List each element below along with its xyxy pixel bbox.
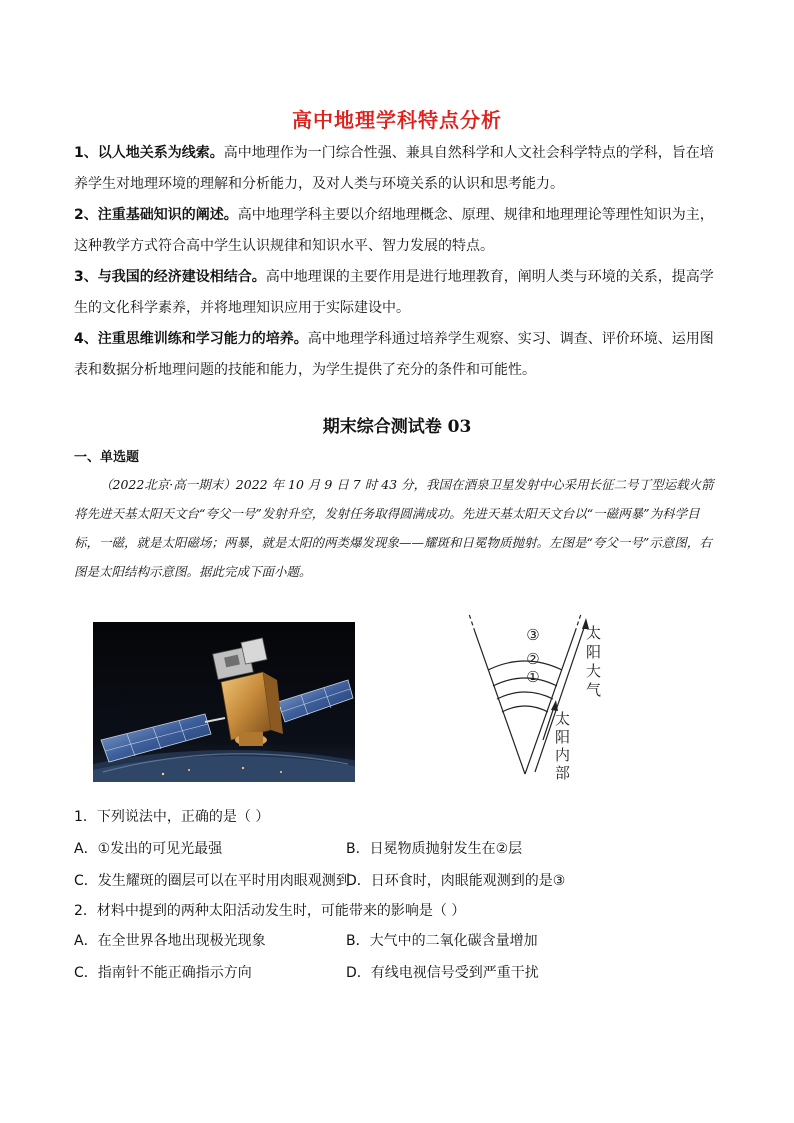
document-title: 高中地理学科特点分析 <box>292 108 502 132</box>
sun-structure-diagram <box>455 608 615 788</box>
question-1-option-d[interactable]: D．日环食时，肉眼能观测到的是③ <box>346 873 566 889</box>
question-2-option-b[interactable]: B．大气中的二氧化碳含量增加 <box>346 933 538 949</box>
exam-title: 期末综合测试卷 03 <box>322 417 472 437</box>
point-lead: 1、以人地关系为线索。 <box>74 145 224 161</box>
feature-point-1 <box>74 138 722 200</box>
layer-label-2: ② <box>526 650 540 668</box>
layer-label-3: ③ <box>526 626 540 644</box>
layer-label-1: ① <box>526 668 540 686</box>
point-lead: 4、注重思维训练和学习能力的培养。 <box>74 331 308 347</box>
point-lead: 2、注重基础知识的阐述。 <box>74 207 238 223</box>
question-1-option-c[interactable]: C．发生耀斑的圈层可以在平时用肉眼观测到 <box>74 873 350 889</box>
point-text: 高中地理学科主要以介绍地理概念、原理、规律和地理理论等理性知识为主，这种教学方式符合高中学生认识规律和知识水平、智力发展的特点。 <box>74 207 714 254</box>
question-material: （2022北京·高一期末）2022 年 10 月 9 日 7 时 43 分，我国在酒泉卫星发射中心采用长征二号丁型运载火箭将先进天基太阳天文台“夸父一号”发射升空，发射任务取得圆满成功。先进天基太阳天文台以“一磁两暴”为科学目标，一磁，就是太阳磁场；两暴，就是太阳的两类爆发现象——耀斑和日冕物质抛射。左图是“夸父一号”示意图，右图是太阳结构示意图。据此完成下面小题。 <box>74 477 714 579</box>
question-2-option-a[interactable]: A．在全世界各地出现极光现象 <box>74 933 266 949</box>
point-lead: 3、与我国的经济建设相结合。 <box>74 269 266 285</box>
question-2-option-c[interactable]: C．指南针不能正确指示方向 <box>74 965 252 981</box>
feature-point-2 <box>74 200 722 262</box>
feature-point-3 <box>74 262 722 324</box>
sun-atmosphere-label: 太阳大气 <box>586 624 602 699</box>
feature-point-4 <box>74 324 722 386</box>
question-1-option-a[interactable]: A．①发出的可见光最强 <box>74 841 223 857</box>
point-text: 高中地理课的主要作用是进行地理教育，阐明人类与环境的关系，提高学生的文化科学素养，并将地理知识应用于实际建设中。 <box>74 269 714 316</box>
question-2-stem: 2．材料中提到的两种太阳活动发生时，可能带来的影响是（ ） <box>74 903 466 919</box>
question-1-option-b[interactable]: B．日冕物质抛射发生在②层 <box>346 841 523 857</box>
question-2-option-d[interactable]: D．有线电视信号受到严重干扰 <box>346 965 539 981</box>
point-text: 高中地理作为一门综合性强、兼具自然科学和人文社会科学特点的学科，旨在培养学生对地理环境的理解和分析能力，及对人类与环境关系的认识和思考能力。 <box>74 145 714 192</box>
satellite-image <box>93 622 355 782</box>
point-text: 高中地理学科通过培养学生观察、实习、调查、评价环境、运用图表和数据分析地理问题的技能和能力，为学生提供了充分的条件和可能性。 <box>74 331 714 378</box>
question-1-stem: 1．下列说法中，正确的是（ ） <box>74 809 270 825</box>
section-label: 一、单选题 <box>74 450 140 465</box>
sun-interior-label: 太阳内部 <box>555 710 571 782</box>
